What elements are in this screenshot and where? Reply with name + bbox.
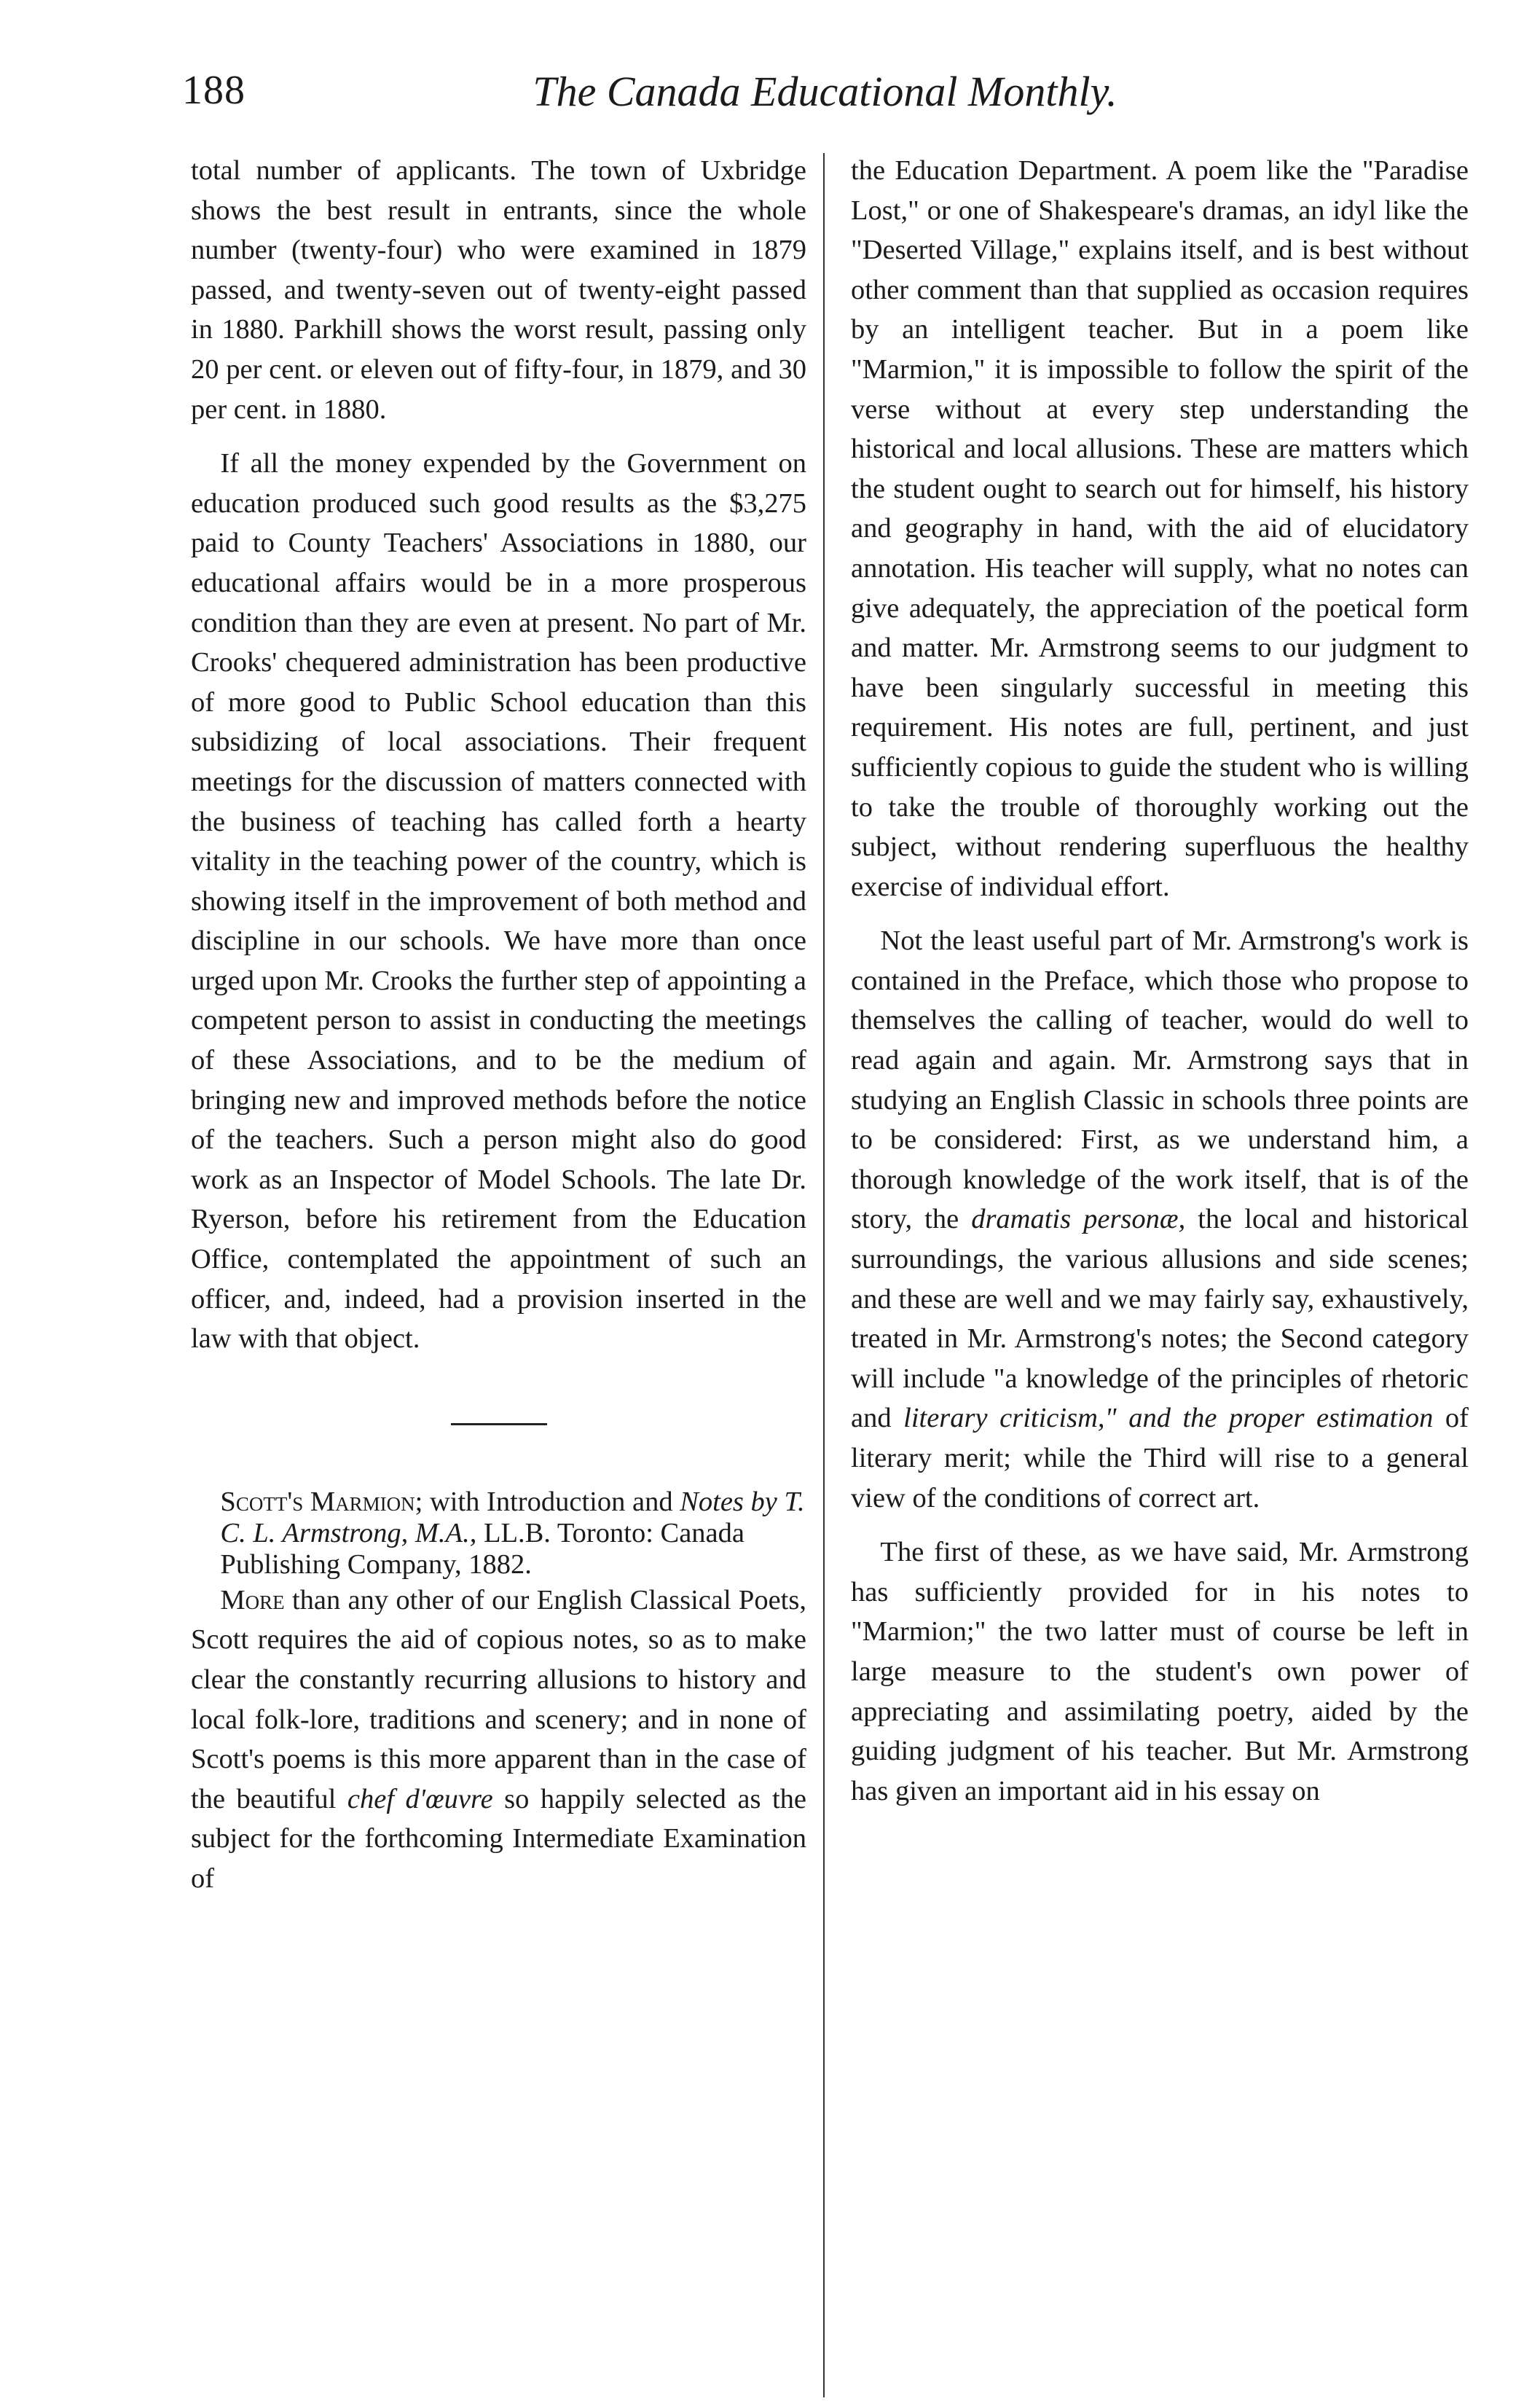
left-column [191,151,806,1899]
book-notice-publisher: LL.B. Toronto: Canada Publishing Company, 1882. [220,1517,745,1580]
paragraph-preface-text-a: Not the least useful part of Mr. Armstrong's work is contained in the Preface, which those who propose to themselves the calling of teacher, would do well to read again and again. Mr. Armstrong says that in studying an English Classic in schools three points are to be considered: First, as we understand him, a thorough knowledge of the work itself, that is of the story, the [851,925,1469,1235]
paragraph-scott-text-b: so happily selected as the subject for the forthcoming Intermediate Examination of [191,1783,806,1894]
paragraph-government-money: If all the money expended by the Government on education produced such good results as the $3,275 paid to County Teachers' Associations in 1880, our educational affairs would be in a more prosperous condition than they are even at present. No part of Mr. Crooks' chequered administration has been productive of more good to Public School education than this subsidizing of local associations. Their frequent meetings for the discussion of matters connected with the business of teaching has called forth a hearty vitality in the teaching power of the country, which is showing itself in the improvement of both method and discipline in our schools. We have more than once urged upon Mr. Crooks the further step of appointing a competent person to assist in conducting the meetings of these Associations, and to be the medium of bringing new and improved methods before the notice of the teachers. Such a person might also do good work as an Inspector of Model Schools. The late Dr. Ryerson, before his retirement from the Education Office, contemplated the appointment of such an officer, and, indeed, had a provision inserted in the law with that object. [191,448,806,1355]
lead-word: More [220,1584,285,1615]
book-notice-notes: Notes by T. C. L. Armstrong, M.A., [220,1486,805,1548]
book-notice [191,1487,806,1581]
paragraph-applicants: total number of applicants. The town of Uxbridge shows the best result in entrants, since the whole number (twenty-four) who were examined in 1879 passed, and twenty-seven out of twenty-eight passed in 1880. Parkhill shows the worst result, passing only 20 per cent. or eleven out of fifty-four, in 1879, and 30 per cent. in 1880. [191,155,806,425]
dramatis-personae-phrase: dramatis personæ, [971,1204,1186,1235]
paragraph-first-of-these: The first of these, as we have said, Mr. Armstrong has sufficiently provided for in his notes to "Marmion;" the two latter must of course be left in large measure to the student's own power of appreciating and assimilating poetry, aided by the guiding judgment of his teacher. But Mr. Armstrong has given an important aid in his essay on [851,1537,1469,1806]
running-header [182,67,1468,125]
paragraph-scott-notes [191,1581,806,1899]
chef-doeuvre-phrase: chef d'œuvre [347,1783,493,1814]
running-title: The Canada Educational Monthly. [533,68,1117,115]
book-notice-separator: ; with Introduction and [415,1486,680,1517]
paragraph-preface [851,921,1469,1518]
paragraph-education-department: the Education Department. A poem like the "Paradise Lost," or one of Shakespeare's dramas, an idyl like the "Deserted Village," explains itself, and is best without other comment than that supplied as occasion requires by an intelligent teacher. But in a poem like "Marmion," it is impossible to follow the spirit of the verse without at every step understanding the historical and local allusions. These are matters which the student ought to search out for himself, his history and geography in hand, with the aid of elucidatory annotation. His teacher will supply, what no notes can give adequately, the appreciation of the poetical form and matter. Mr. Armstrong seems to our judgment to have been singularly successful in meeting this requirement. His notes are full, pertinent, and just sufficiently copious to guide the student who is willing to take the trouble of thoroughly working out the subject, without rendering superfluous the healthy exercise of individual effort. [851,155,1469,902]
paragraph-preface-text-c: of literary merit; while the Third will rise to a general view of the conditions of correct art. [851,1403,1469,1513]
book-title: Scott's Marmion [220,1486,415,1517]
paragraph-scott-text-a: than any other of our English Classical Poets, Scott requires the aid of copious notes, so as to make clear the constantly recurring allusions to history and local folk-lore, traditions and scenery; and in none of Scott's poems is this more apparent than in the case of the beautiful [191,1584,806,1814]
page-number: 188 [182,68,245,113]
right-column [851,151,1469,1811]
paragraph-preface-text-b: the local and historical surroundings, the various allusions and side scenes; and these are well and we may fairly say, exhaustively, treated in Mr. Armstrong's notes; the Second category will include "a knowledge of the principles of rhetoric and [851,1204,1469,1434]
literary-criticism-phrase: literary criticism," and the proper estimation [903,1403,1434,1434]
column-divider [823,153,825,2397]
section-divider [451,1423,547,1425]
